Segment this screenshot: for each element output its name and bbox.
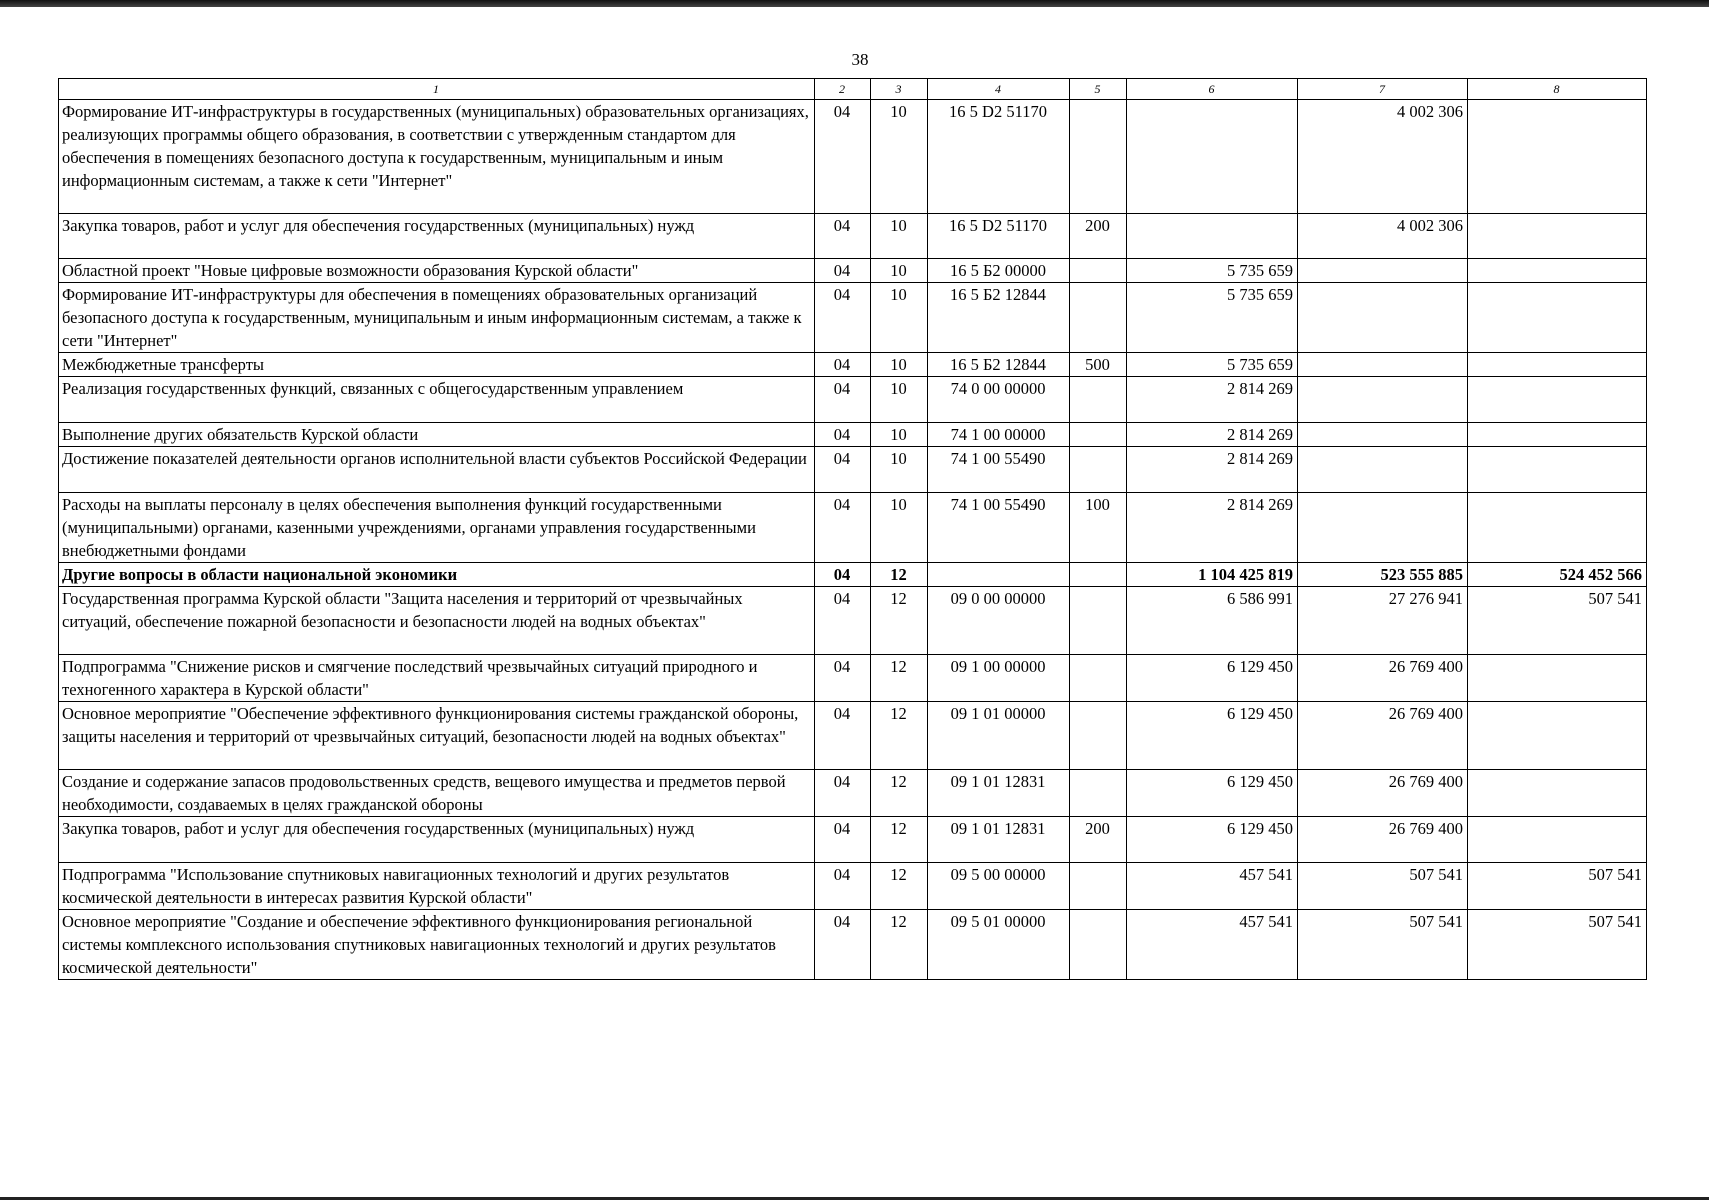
table-row [59,863,1647,910]
row-amount-col6-cell: 6 129 450 [1127,817,1298,863]
row-amount-col8-cell [1468,655,1647,702]
row-section-cell: 04 [815,447,871,493]
row-name-cell: Основное мероприятие "Обеспечение эффективного функционирования системы гражданской обороны, защиты населения и территорий от чрезвычайных ситуаций, безопасности людей на водных объектах" [59,702,815,770]
row-amount-col8-cell: 507 541 [1468,863,1647,910]
row-subsection-cell: 12 [871,587,928,655]
table-row [59,423,1647,447]
row-target-article-cell: 16 5 Б2 12844 [928,283,1070,353]
row-section-cell: 04 [815,655,871,702]
row-name-cell: Закупка товаров, работ и услуг для обеспечения государственных (муниципальных) нужд [59,817,815,863]
row-amount-col8-cell [1468,423,1647,447]
row-subsection-cell: 12 [871,702,928,770]
row-target-article-cell [928,563,1070,587]
row-amount-col6-cell: 2 814 269 [1127,423,1298,447]
row-expense-type-cell: 200 [1070,817,1127,863]
row-target-article-cell: 74 1 00 55490 [928,493,1070,563]
row-name-cell: Реализация государственных функций, связанных с общегосударственным управлением [59,377,815,423]
row-amount-col7-cell [1298,447,1468,493]
row-amount-col6-cell: 6 129 450 [1127,702,1298,770]
row-amount-col6-cell [1127,214,1298,259]
table-row [59,100,1647,214]
table-row [59,377,1647,423]
row-amount-col8-cell: 507 541 [1468,587,1647,655]
table-row [59,702,1647,770]
row-amount-col6-cell: 2 814 269 [1127,377,1298,423]
row-name-cell: Другие вопросы в области национальной экономики [59,563,815,587]
row-amount-col8-cell [1468,377,1647,423]
row-amount-col7-cell [1298,283,1468,353]
row-expense-type-cell: 100 [1070,493,1127,563]
row-expense-type-cell [1070,702,1127,770]
row-target-article-cell: 09 1 01 00000 [928,702,1070,770]
row-amount-col7-cell: 26 769 400 [1298,702,1468,770]
table-row [59,283,1647,353]
row-amount-col7-cell: 4 002 306 [1298,100,1468,214]
row-target-article-cell: 74 1 00 00000 [928,423,1070,447]
row-subsection-cell: 10 [871,377,928,423]
row-amount-col7-cell: 4 002 306 [1298,214,1468,259]
row-subsection-cell: 12 [871,770,928,817]
budget-table [58,78,1647,980]
row-target-article-cell: 16 5 Б2 00000 [928,259,1070,283]
row-amount-col8-cell [1468,817,1647,863]
row-target-article-cell: 09 0 00 00000 [928,587,1070,655]
row-subsection-cell: 12 [871,655,928,702]
row-amount-col8-cell [1468,283,1647,353]
row-section-cell: 04 [815,702,871,770]
row-amount-col6-cell: 5 735 659 [1127,283,1298,353]
row-target-article-cell: 09 5 01 00000 [928,910,1070,980]
header-cell: 1 [59,79,815,100]
row-section-cell: 04 [815,377,871,423]
row-target-article-cell: 16 5 D2 51170 [928,100,1070,214]
row-amount-col8-cell [1468,259,1647,283]
row-amount-col8-cell [1468,493,1647,563]
row-amount-col6-cell [1127,100,1298,214]
row-expense-type-cell [1070,910,1127,980]
row-expense-type-cell [1070,863,1127,910]
table-row [59,587,1647,655]
row-amount-col7-cell: 523 555 885 [1298,563,1468,587]
row-subsection-cell: 10 [871,283,928,353]
row-name-cell: Достижение показателей деятельности органов исполнительной власти субъектов Российской Федерации [59,447,815,493]
row-expense-type-cell [1070,587,1127,655]
row-expense-type-cell: 200 [1070,214,1127,259]
row-target-article-cell: 09 1 01 12831 [928,817,1070,863]
row-amount-col8-cell [1468,214,1647,259]
row-section-cell: 04 [815,423,871,447]
row-name-cell: Подпрограмма "Снижение рисков и смягчение последствий чрезвычайных ситуаций природного и техногенного характера в Курской области" [59,655,815,702]
row-amount-col8-cell [1468,770,1647,817]
scan-top-edge [0,0,1709,7]
row-section-cell: 04 [815,100,871,214]
row-section-cell: 04 [815,563,871,587]
row-subsection-cell: 10 [871,493,928,563]
table-row [59,655,1647,702]
row-amount-col7-cell: 26 769 400 [1298,655,1468,702]
row-amount-col6-cell: 5 735 659 [1127,259,1298,283]
row-subsection-cell: 12 [871,863,928,910]
row-target-article-cell: 16 5 Б2 12844 [928,353,1070,377]
row-expense-type-cell [1070,283,1127,353]
table-row [59,259,1647,283]
row-name-cell: Формирование ИТ-инфраструктуры для обеспечения в помещениях образовательных организаций безопасного доступа к государственным, муниципальным и иным информационным системам, а также к сети "Интернет" [59,283,815,353]
row-expense-type-cell [1070,377,1127,423]
table-row [59,770,1647,817]
table-row [59,910,1647,980]
row-amount-col7-cell [1298,353,1468,377]
row-expense-type-cell [1070,447,1127,493]
row-target-article-cell: 09 5 00 00000 [928,863,1070,910]
row-amount-col6-cell: 457 541 [1127,910,1298,980]
row-name-cell: Основное мероприятие "Создание и обеспечение эффективного функционирования региональной системы комплексного использования спутниковых навигационных технологий и других результатов космической деятельности" [59,910,815,980]
row-amount-col7-cell [1298,423,1468,447]
header-cell: 4 [928,79,1070,100]
row-section-cell: 04 [815,493,871,563]
table-row [59,817,1647,863]
row-section-cell: 04 [815,770,871,817]
row-amount-col6-cell: 5 735 659 [1127,353,1298,377]
row-section-cell: 04 [815,214,871,259]
row-subsection-cell: 10 [871,353,928,377]
row-section-cell: 04 [815,817,871,863]
row-amount-col6-cell: 2 814 269 [1127,493,1298,563]
header-cell: 8 [1468,79,1647,100]
row-target-article-cell: 74 0 00 00000 [928,377,1070,423]
row-amount-col8-cell: 524 452 566 [1468,563,1647,587]
row-name-cell: Областной проект "Новые цифровые возможности образования Курской области" [59,259,815,283]
row-expense-type-cell [1070,655,1127,702]
row-name-cell: Закупка товаров, работ и услуг для обеспечения государственных (муниципальных) нужд [59,214,815,259]
row-expense-type-cell [1070,563,1127,587]
row-name-cell: Государственная программа Курской области "Защита населения и территорий от чрезвычайных ситуаций, обеспечение пожарной безопасности и безопасности людей на водных объектах" [59,587,815,655]
row-expense-type-cell [1070,423,1127,447]
row-amount-col8-cell [1468,353,1647,377]
row-amount-col8-cell: 507 541 [1468,910,1647,980]
row-section-cell: 04 [815,910,871,980]
header-cell: 7 [1298,79,1468,100]
table-row [59,353,1647,377]
table-row [59,214,1647,259]
row-amount-col8-cell [1468,447,1647,493]
row-amount-col7-cell: 26 769 400 [1298,817,1468,863]
header-cell: 5 [1070,79,1127,100]
row-section-cell: 04 [815,587,871,655]
row-subsection-cell: 12 [871,817,928,863]
row-subsection-cell: 10 [871,214,928,259]
row-amount-col6-cell: 6 129 450 [1127,770,1298,817]
row-amount-col7-cell [1298,259,1468,283]
row-amount-col7-cell [1298,377,1468,423]
row-name-cell: Межбюджетные трансферты [59,353,815,377]
row-amount-col7-cell [1298,493,1468,563]
header-cell: 6 [1127,79,1298,100]
page-number: 38 [851,50,869,69]
row-amount-col7-cell: 27 276 941 [1298,587,1468,655]
row-expense-type-cell [1070,259,1127,283]
header-row [59,79,1647,100]
row-subsection-cell: 10 [871,100,928,214]
row-target-article-cell: 16 5 D2 51170 [928,214,1070,259]
row-amount-col6-cell: 6 586 991 [1127,587,1298,655]
row-name-cell: Создание и содержание запасов продовольственных средств, вещевого имущества и предметов первой необходимости, создаваемых в целях гражданской обороны [59,770,815,817]
row-section-cell: 04 [815,283,871,353]
row-section-cell: 04 [815,259,871,283]
row-name-cell: Расходы на выплаты персоналу в целях обеспечения выполнения функций государственными (муниципальными) органами, казенными учреждениями, органами управления государственными внебюджетными фондами [59,493,815,563]
row-section-cell: 04 [815,353,871,377]
row-name-cell: Формирование ИТ-инфраструктуры в государственных (муниципальных) образовательных организациях, реализующих программы общего образования, в соответствии с утвержденным стандартом для обеспечения в помещениях безопасного доступа к государственным, муниципальным и иным информационным системам, а также к сети "Интернет" [59,100,815,214]
row-expense-type-cell [1070,770,1127,817]
row-target-article-cell: 74 1 00 55490 [928,447,1070,493]
row-amount-col6-cell: 6 129 450 [1127,655,1298,702]
header-cell: 3 [871,79,928,100]
row-subsection-cell: 12 [871,563,928,587]
row-target-article-cell: 09 1 01 12831 [928,770,1070,817]
row-name-cell: Выполнение других обязательств Курской области [59,423,815,447]
row-target-article-cell: 09 1 00 00000 [928,655,1070,702]
row-subsection-cell: 10 [871,447,928,493]
row-amount-col7-cell: 26 769 400 [1298,770,1468,817]
row-subsection-cell: 10 [871,259,928,283]
row-amount-col8-cell [1468,702,1647,770]
row-expense-type-cell [1070,100,1127,214]
row-amount-col7-cell: 507 541 [1298,863,1468,910]
table-row [59,493,1647,563]
header-cell: 2 [815,79,871,100]
row-amount-col6-cell: 457 541 [1127,863,1298,910]
table-row [59,447,1647,493]
row-amount-col7-cell: 507 541 [1298,910,1468,980]
row-subsection-cell: 12 [871,910,928,980]
row-section-cell: 04 [815,863,871,910]
row-subsection-cell: 10 [871,423,928,447]
row-amount-col6-cell: 2 814 269 [1127,447,1298,493]
row-expense-type-cell: 500 [1070,353,1127,377]
table-row [59,563,1647,587]
row-amount-col6-cell: 1 104 425 819 [1127,563,1298,587]
row-name-cell: Подпрограмма "Использование спутниковых навигационных технологий и других результатов космической деятельности в интересах развития Курской области" [59,863,815,910]
row-amount-col8-cell [1468,100,1647,214]
